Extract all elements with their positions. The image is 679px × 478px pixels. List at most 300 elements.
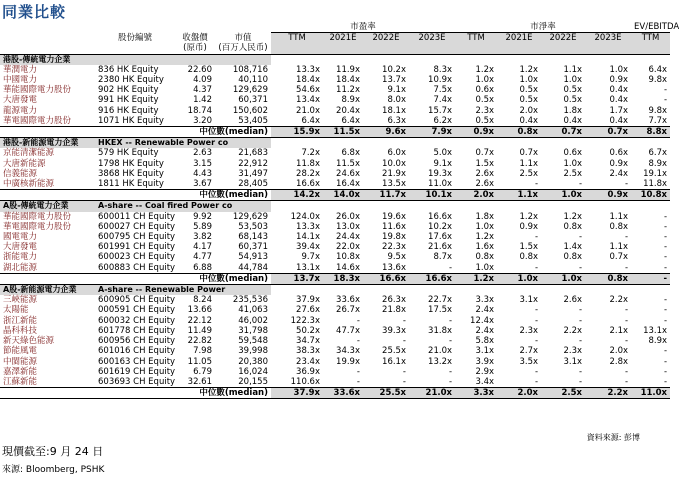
- close-price: 4.37: [193, 85, 212, 96]
- pb-value: 2.8x: [609, 356, 629, 367]
- pe-value: -: [402, 376, 406, 387]
- pb-value: 1.2x: [519, 211, 539, 222]
- market-cap: 46,002: [238, 315, 268, 326]
- market-cap: 60,371: [238, 242, 268, 253]
- pe-value: 9.5x: [387, 252, 406, 263]
- ev-ebitda-value: 9.8x: [648, 105, 668, 116]
- section-header-row: [0, 54, 670, 65]
- close-price: 32.61: [187, 376, 212, 387]
- pb-value: 3.1x: [475, 346, 495, 357]
- pe-value: 13.0x: [336, 221, 360, 232]
- pe-value: 6.2x: [433, 115, 453, 126]
- pe-value: 13.7x: [382, 75, 406, 86]
- pb-value: 2.5x: [519, 168, 539, 179]
- pb-value: 2.3x: [519, 325, 539, 336]
- pe-value: 19.6x: [382, 211, 406, 222]
- header-column-row: [0, 33, 670, 44]
- pe-value: 13.3x: [296, 64, 320, 75]
- median-pe: 37.9x: [271, 388, 323, 399]
- ticker-code: 600032 CH Equity: [98, 315, 176, 326]
- pe-value: 6.4x: [301, 115, 320, 126]
- close-price: 18.74: [187, 105, 212, 116]
- pb-value: -: [624, 315, 629, 326]
- company-row: [0, 232, 670, 242]
- pe-value: 8.7x: [433, 252, 453, 263]
- section-header-cell: [497, 201, 541, 212]
- pb-value: 0.9x: [609, 75, 629, 86]
- pb-value: -: [534, 366, 539, 377]
- ev-ebitda-value: -: [663, 356, 668, 367]
- ticker-code: 600883 CH Equity: [98, 262, 176, 273]
- pe-value: 11.9x: [336, 64, 360, 75]
- ev-ebitda-value: -: [663, 211, 668, 222]
- median-pb: 2.5x: [541, 388, 585, 399]
- pe-value: 47.7x: [336, 325, 360, 336]
- median-label: 中位數(median): [0, 127, 271, 138]
- pe-value: 18.4x: [296, 75, 320, 86]
- company-row: [0, 106, 670, 116]
- pe-value: 27.6x: [296, 305, 320, 316]
- ev-group-header: EV/EBITDA: [631, 22, 670, 33]
- pe-value: 124.0x: [290, 211, 320, 222]
- ticker-code: 603693 CH Equity: [98, 376, 176, 387]
- pb-value: 1.0x: [519, 75, 539, 86]
- ticker-code: 601619 CH Equity: [98, 366, 176, 377]
- ticker-code: 601778 CH Equity: [98, 325, 176, 336]
- ticker-code: 2380 HK Equity: [98, 75, 164, 86]
- pb-value: 0.8x: [475, 252, 495, 263]
- company-name: 中閩能源: [3, 356, 38, 367]
- pe-value: 21.0x: [428, 346, 453, 357]
- ev-ebitda-value: 19.1x: [643, 168, 668, 179]
- ev-ebitda-value: -: [663, 315, 668, 326]
- pb-value: -: [624, 262, 629, 273]
- pb-value: 0.5x: [519, 95, 539, 106]
- pb-value: 1.7x: [609, 105, 629, 116]
- ev-ebitda-value: 7.7x: [648, 115, 668, 126]
- pe-value: 17.5x: [428, 305, 453, 316]
- section-name-en: HKEX -- Renewable Power co: [95, 138, 271, 149]
- pe-value: 54.6x: [296, 85, 320, 96]
- pe-value: 11.5x: [336, 158, 360, 169]
- ev-ebitda-value: 6.7x: [648, 148, 668, 159]
- section-header-cell: [541, 201, 585, 212]
- median-ev: 10.8x: [631, 190, 670, 201]
- pb-value: -: [534, 315, 539, 326]
- median-pb: 2.0x: [455, 190, 497, 201]
- pb-value: 3.3x: [475, 295, 495, 306]
- pb-value: 3.1x: [563, 356, 583, 367]
- pe-value: 16.1x: [382, 356, 406, 367]
- pb-value: 1.0x: [475, 262, 495, 273]
- median-pb: 1.0x: [497, 273, 541, 284]
- close-price: 11.49: [187, 325, 212, 336]
- pb-value: 0.9x: [519, 221, 539, 232]
- pe-value: 13.4x: [296, 95, 320, 106]
- section-name-en: A-share -- Coal fired Power co: [95, 201, 271, 212]
- section-header-cell: [363, 201, 409, 212]
- median-row: [0, 127, 670, 138]
- pe-value: 39.3x: [382, 325, 406, 336]
- pe-value: 11.6x: [382, 221, 406, 232]
- section-header-cell: [271, 201, 323, 212]
- company-name: 湖北能源: [3, 262, 38, 273]
- pb-value: -: [534, 232, 539, 243]
- pb-value: 0.8x: [609, 221, 629, 232]
- ticker-code: 600795 CH Equity: [98, 232, 176, 243]
- company-name: 晶科科技: [3, 325, 38, 336]
- pb-value: -: [578, 315, 583, 326]
- pb-value: -: [578, 262, 583, 273]
- pb-value: 1.1x: [563, 64, 583, 75]
- close-price: 22.12: [187, 315, 212, 326]
- ev-ebitda-value: -: [663, 221, 668, 232]
- pb-value: 0.5x: [475, 95, 495, 106]
- pe-value: 9.7x: [301, 252, 320, 263]
- pb-value: 1.1x: [609, 211, 629, 222]
- ev-ttm-header: TTM: [631, 33, 670, 44]
- company-row: [0, 316, 670, 326]
- pe-value: 21.0x: [296, 105, 320, 116]
- pb-value: 0.5x: [475, 115, 495, 126]
- pb-value: 2.6x: [475, 179, 495, 190]
- close-price: 22.60: [187, 64, 212, 75]
- median-pb: 1.1x: [497, 190, 541, 201]
- close-price: 3.15: [193, 158, 212, 169]
- pb-value: -: [624, 376, 629, 387]
- close-price: 3.82: [193, 232, 212, 243]
- market-cap: 150,602: [232, 105, 268, 116]
- pb-value: 5.8x: [475, 336, 495, 347]
- market-cap: 41,063: [238, 305, 268, 316]
- section-header-cell: [585, 285, 631, 296]
- pb-value: -: [624, 305, 629, 316]
- pb-value: 0.4x: [609, 115, 629, 126]
- market-cap: 60,371: [238, 95, 268, 106]
- median-pb: 0.8x: [497, 127, 541, 138]
- pb-2023e-header: 2023E: [585, 33, 631, 44]
- ticker-code: 601991 CH Equity: [98, 242, 176, 253]
- pe-2023e-header: 2023E: [409, 33, 455, 44]
- market-cap: 22,912: [238, 158, 268, 169]
- pb-value: 1.5x: [519, 242, 539, 253]
- pb-value: -: [624, 336, 629, 347]
- company-name: 大唐發電: [3, 242, 38, 253]
- pe-value: -: [448, 336, 453, 347]
- section-header-cell: [541, 285, 585, 296]
- pb-2022e-header: 2022E: [541, 33, 585, 44]
- pe-value: 18.4x: [336, 75, 360, 86]
- ticker-code: 600905 CH Equity: [98, 295, 176, 306]
- company-name: 華潤電力: [3, 64, 38, 75]
- median-pb: 0.8x: [585, 273, 631, 284]
- close-price: 4.77: [193, 252, 212, 263]
- as-of-date: 現價截至:9 月 24 日: [2, 445, 104, 458]
- median-pb: 0.7x: [541, 127, 585, 138]
- ev-ebitda-value: -: [663, 242, 668, 253]
- pe-value: 31.8x: [428, 325, 453, 336]
- pb-value: 1.8x: [475, 211, 495, 222]
- market-cap: 54,913: [238, 252, 268, 263]
- company-row: [0, 169, 670, 179]
- pe-value: 21.8x: [382, 305, 406, 316]
- company-name: 華能國際電力股份: [3, 85, 72, 96]
- company-name: 三峽能源: [3, 295, 38, 306]
- market-cap: 20,155: [238, 376, 268, 387]
- median-pe: 16.6x: [409, 273, 455, 284]
- company-name: 國電電力: [3, 232, 38, 243]
- pb-value: 2.0x: [609, 346, 629, 357]
- pe-value: 13.6x: [382, 262, 406, 273]
- pe-value: -: [448, 366, 453, 377]
- pe-value: 16.6x: [296, 179, 320, 190]
- ev-ebitda-value: -: [663, 262, 668, 273]
- pb-value: 1.5x: [475, 158, 495, 169]
- pe-value: 8.3x: [433, 64, 453, 75]
- section-header-cell: [363, 54, 409, 65]
- section-name: 港股-傳統電力企業: [0, 54, 95, 65]
- peer-comparison-table: [0, 22, 679, 399]
- pe-value: 110.6x: [290, 376, 320, 387]
- pe-value: -: [356, 366, 360, 377]
- company-name: 中國電力: [3, 75, 38, 86]
- header-group-row: [0, 22, 670, 33]
- company-row: [0, 116, 670, 127]
- section-header-cell: [631, 138, 670, 149]
- pb-value: -: [534, 262, 539, 273]
- pb-value: 0.7x: [609, 252, 629, 263]
- company-name: 浙能電力: [3, 252, 38, 263]
- ticker-code: 600027 CH Equity: [98, 221, 176, 232]
- section-header-cell: [409, 285, 455, 296]
- close-price: 22.82: [187, 336, 212, 347]
- median-pb: 1.0x: [541, 273, 585, 284]
- pb-value: -: [624, 232, 629, 243]
- company-name: 華電國際電力股份: [3, 221, 72, 232]
- market-cap: 39,998: [238, 346, 268, 357]
- market-cap: 68,143: [238, 232, 268, 243]
- pe-value: 23.4x: [296, 356, 320, 367]
- pb-value: 0.6x: [475, 85, 495, 96]
- median-pe: 21.0x: [409, 388, 455, 399]
- pe-value: 10.2x: [382, 64, 406, 75]
- pe-value: 19.8x: [382, 232, 406, 243]
- pe-value: 10.8x: [336, 252, 360, 263]
- pe-value: 16.4x: [336, 179, 360, 190]
- ticker-code: 916 HK Equity: [98, 105, 159, 116]
- median-label: 中位數(median): [0, 190, 271, 201]
- close-price: 9.92: [193, 211, 212, 222]
- pb-value: 1.2x: [475, 232, 495, 243]
- pb-value: 0.9x: [609, 158, 629, 169]
- company-row: [0, 367, 670, 377]
- close-price: 3.20: [193, 115, 212, 126]
- section-header-cell: [323, 285, 363, 296]
- market-cap: 31,497: [238, 168, 268, 179]
- close-price: 5.89: [193, 221, 212, 232]
- market-cap: 44,784: [238, 262, 268, 273]
- source-note: 來源: Bloomberg, PSHK: [2, 465, 105, 475]
- pb-value: 2.1x: [609, 325, 629, 336]
- company-row: [0, 222, 670, 232]
- company-name: 華能國際電力股份: [3, 211, 72, 222]
- ticker-code: 600023 CH Equity: [98, 252, 176, 263]
- pb-value: 1.2x: [563, 211, 583, 222]
- section-header-cell: [409, 138, 455, 149]
- ticker-code: 579 HK Equity: [98, 148, 159, 159]
- market-cap: 108,716: [232, 64, 268, 75]
- pb-value: 0.4x: [519, 115, 539, 126]
- pb-value: -: [624, 366, 629, 377]
- pb-value: -: [578, 179, 583, 190]
- company-row: [0, 242, 670, 252]
- company-row: [0, 179, 670, 190]
- close-price: 7.98: [193, 346, 212, 357]
- ev-ebitda-value: 8.9x: [648, 158, 668, 169]
- section-header-row: [0, 285, 670, 296]
- pe-value: 34.3x: [336, 346, 360, 357]
- section-header-row: [0, 201, 670, 212]
- ev-ebitda-value: -: [663, 232, 668, 243]
- section-header-cell: [455, 54, 497, 65]
- pe-value: 14.1x: [296, 232, 320, 243]
- section-header-cell: [631, 285, 670, 296]
- company-name: 龍源電力: [3, 105, 38, 116]
- pb-value: 0.8x: [563, 221, 583, 232]
- section-header-cell: [541, 138, 585, 149]
- median-pe: 15.9x: [271, 127, 323, 138]
- pe-value: 6.3x: [387, 115, 406, 126]
- ev-ebitda-value: 8.9x: [648, 336, 668, 347]
- company-row: [0, 336, 670, 346]
- pe-value: 22.3x: [382, 242, 406, 253]
- section-header-row: [0, 138, 670, 149]
- section-header-cell: [631, 201, 670, 212]
- section-header-cell: [323, 54, 363, 65]
- section-name: A股-新能源電力企業: [0, 285, 95, 296]
- pb-value: 0.5x: [519, 85, 539, 96]
- company-name: 嘉澤新能: [3, 366, 38, 377]
- pb-value: 1.0x: [563, 158, 583, 169]
- pb-value: -: [534, 336, 539, 347]
- col-mcap-header: 市值: [234, 32, 252, 43]
- section-header-cell: [271, 54, 323, 65]
- pe-value: 14.6x: [336, 262, 360, 273]
- section-header-cell: [585, 138, 631, 149]
- median-pb: 1.0x: [541, 190, 585, 201]
- pe-value: 13.3x: [296, 221, 320, 232]
- median-pe: 9.6x: [363, 127, 409, 138]
- company-row: [0, 148, 670, 158]
- pe-2021e-header: 2021E: [323, 33, 363, 44]
- company-row: [0, 357, 670, 367]
- pe-value: 20.4x: [336, 105, 360, 116]
- market-cap: 53,503: [238, 221, 268, 232]
- pb-value: 0.5x: [563, 85, 583, 96]
- pe-value: 22.0x: [336, 242, 360, 253]
- pb-value: 0.4x: [609, 95, 629, 106]
- median-pe: 18.3x: [323, 273, 363, 284]
- pb-value: 2.2x: [563, 325, 583, 336]
- pe-value: 24.4x: [336, 232, 360, 243]
- median-pe: 13.7x: [271, 273, 323, 284]
- ev-ebitda-value: 13.1x: [643, 325, 668, 336]
- pb-value: 2.7x: [519, 346, 539, 357]
- pb-value: 2.5x: [563, 168, 583, 179]
- pb-value: 2.0x: [519, 105, 539, 116]
- pe-value: 122.3x: [290, 315, 320, 326]
- pb-value: 2.6x: [563, 295, 583, 306]
- pb-value: -: [578, 305, 583, 316]
- pb-group-header: 市淨率: [455, 22, 631, 33]
- median-pe: 11.7x: [363, 190, 409, 201]
- close-price: 11.05: [187, 356, 212, 367]
- median-pb: 1.2x: [455, 273, 497, 284]
- company-name: 新天綠色能源: [3, 336, 55, 347]
- close-price: 4.09: [193, 75, 212, 86]
- pe-value: -: [356, 315, 360, 326]
- company-row: [0, 75, 670, 85]
- section-header-cell: [271, 285, 323, 296]
- close-price: 6.88: [193, 262, 212, 273]
- pe-value: 21.6x: [428, 242, 453, 253]
- section-header-cell: [497, 54, 541, 65]
- pb-value: -: [534, 305, 539, 316]
- company-row: [0, 159, 670, 169]
- section-header-cell: [323, 138, 363, 149]
- median-pb: 2.2x: [585, 388, 631, 399]
- company-row: [0, 65, 670, 75]
- ev-ebitda-value: -: [663, 252, 668, 263]
- ticker-code: 600163 CH Equity: [98, 356, 176, 367]
- median-label: 中位數(median): [0, 273, 271, 284]
- col-price-header: 收盤價: [182, 32, 208, 43]
- close-price: 6.79: [193, 366, 212, 377]
- ticker-code: 3868 HK Equity: [98, 168, 164, 179]
- median-pe: 7.9x: [409, 127, 455, 138]
- pb-ttm-header: TTM: [455, 33, 497, 44]
- close-price: 1.42: [193, 95, 212, 106]
- median-ev: 11.0x: [631, 388, 670, 399]
- unit-mcap: (百万人民币): [218, 43, 268, 54]
- pe-value: 34.7x: [296, 336, 320, 347]
- close-price: 4.43: [193, 168, 212, 179]
- pb-value: 0.4x: [563, 115, 583, 126]
- pe-value: 26.3x: [382, 295, 406, 306]
- median-row: [0, 388, 670, 399]
- pe-value: 39.4x: [296, 242, 320, 253]
- median-pe: 33.6x: [323, 388, 363, 399]
- median-pe: 14.0x: [323, 190, 363, 201]
- pe-value: -: [356, 376, 360, 387]
- pe-value: 5.0x: [433, 148, 453, 159]
- pe-value: 9.1x: [387, 85, 406, 96]
- company-row: [0, 326, 670, 336]
- pe-value: 16.6x: [428, 211, 453, 222]
- pb-value: 0.4x: [609, 85, 629, 96]
- median-label: 中位數(median): [0, 388, 271, 399]
- pe-value: 17.6x: [428, 232, 453, 243]
- ticker-code: 600011 CH Equity: [98, 211, 176, 222]
- market-cap: 28,405: [238, 179, 268, 190]
- pe-value: 21.9x: [382, 168, 406, 179]
- median-ev: -: [631, 273, 670, 284]
- pb-value: 1.4x: [563, 242, 583, 253]
- pe-value: 6.4x: [341, 115, 360, 126]
- ticker-code: 1811 HK Equity: [98, 179, 164, 190]
- pe-value: 18.1x: [382, 105, 406, 116]
- pe-value: -: [402, 315, 406, 326]
